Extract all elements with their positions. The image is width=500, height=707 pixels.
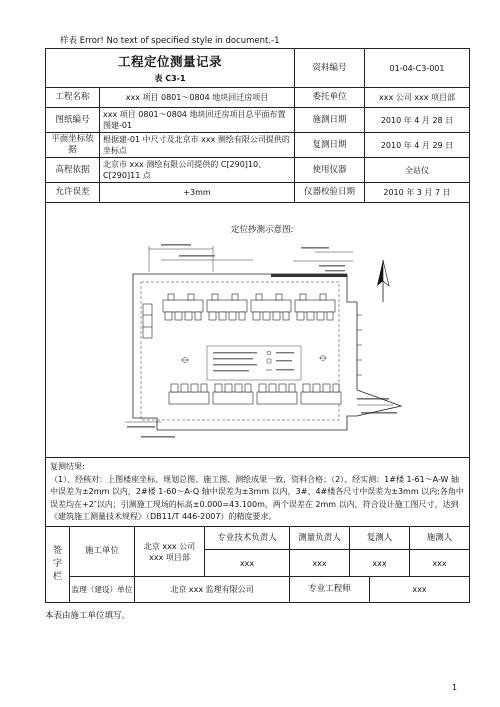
- doc-no-label: 资料编号: [295, 48, 365, 88]
- legend-symbol: [267, 359, 271, 363]
- resurvey-result-text: （1）、经核对：上图楼座坐标、规划总图、施工图、测绘成果一致，资料合格；（2）、经实测：1#楼 1-61～A-W 轴中误差为±2mm 以内，2#楼 1-60～A-Q 轴中误差为±3mm 以内，3#、4#楼各尺寸中误差为±3mm 以内;各角中误差均在+2″以内；引测施工现场的标高±0.000=43.100m，两个误差在 2mm 以内，符合设计施工图尺寸，达到《建筑施工测量技术规程》（DB11/T 446-2007）的精度要求。: [50, 474, 464, 521]
- coordinate-basis-value: 根据建-01 中尺寸及北京市 xxx 测绘有限公司提供的坐标点: [100, 133, 295, 158]
- project-name-value: xxx 项目 0801～0804 地块回迁房项目: [100, 88, 295, 108]
- tolerance-value: +3mm: [100, 183, 295, 203]
- building-wing: [165, 312, 172, 320]
- building-wing: [297, 312, 304, 320]
- building-wing: [256, 294, 262, 300]
- building-body: [163, 300, 203, 312]
- building-wing: [259, 384, 266, 392]
- annotation-mark: [301, 247, 329, 249]
- signer-survey-lead: xxx: [290, 550, 350, 577]
- drawing-cell: [45, 203, 470, 458]
- building-wing: [253, 312, 260, 320]
- tolerance-label: 允许误差: [45, 183, 100, 203]
- resurvey-date-value: 2010 年 4 月 29 日: [365, 133, 470, 158]
- annotation-mark: [179, 255, 215, 257]
- footer-note: 本表由施工单位填写。: [45, 611, 131, 621]
- table-number: 表 C3-1: [154, 74, 186, 83]
- building-body: [207, 300, 247, 312]
- building-lower-3: [257, 384, 297, 404]
- building-wing: [327, 312, 333, 320]
- building-wing: [219, 312, 226, 320]
- building-body: [295, 300, 335, 312]
- building-wing: [263, 312, 270, 320]
- building-wing: [229, 312, 236, 320]
- building-left: [143, 304, 152, 338]
- client-label: 委托单位: [295, 88, 365, 108]
- building-wing: [212, 294, 218, 300]
- annotation-mark: [361, 412, 397, 414]
- legend-mark: [213, 370, 249, 371]
- building-wing: [283, 312, 289, 320]
- supervisor-label: 监理（建设）单位: [70, 577, 135, 603]
- resurvey-date-label: 复测日期: [295, 133, 365, 158]
- building-body: [213, 392, 253, 404]
- doc-no-value: 01-04-C3-001: [365, 48, 470, 88]
- building-wing: [245, 384, 251, 392]
- contractor-name: 北京 xxx 公司 xxx 项目部: [135, 527, 205, 577]
- building-wing: [188, 294, 194, 300]
- drawing-no-value: xxx 项目 0801～0804 地块回迁房项目总平面布置图建-01: [100, 108, 295, 133]
- building-wing: [317, 312, 324, 320]
- project-name-label: 工程名称: [45, 88, 100, 108]
- control-points: [181, 356, 327, 363]
- building-lower-2: [213, 384, 253, 404]
- building-wing: [191, 384, 198, 392]
- building-wing: [195, 312, 201, 320]
- building-lower-4: [301, 384, 341, 404]
- building-wing: [168, 294, 174, 300]
- building-wing: [276, 294, 282, 300]
- annotation-mark: [319, 265, 345, 267]
- survey-date-label: 施测日期: [295, 108, 365, 133]
- form-title-cell: [45, 48, 295, 88]
- page-number: 1: [452, 683, 458, 692]
- building-wing: [235, 384, 242, 392]
- boundary-hatch: [357, 315, 362, 375]
- form-title: 工程定位测量记录: [117, 54, 222, 69]
- legend-mark: [276, 352, 294, 353]
- building-wing: [215, 384, 222, 392]
- north-arrow-icon: [377, 260, 389, 302]
- instrument-value: 全站仪: [365, 158, 470, 183]
- building-body: [169, 392, 209, 404]
- building-upper-2: [207, 294, 247, 320]
- building-wing: [201, 384, 207, 392]
- building-wing: [320, 294, 326, 300]
- building-wing: [185, 312, 192, 320]
- building-wing: [303, 384, 310, 392]
- instrument-label: 使用仪器: [295, 158, 365, 183]
- role-resurveyor: 复测人: [350, 527, 410, 550]
- north-arrow-head-filled: [377, 260, 383, 286]
- signature-section-label: 签字栏: [53, 546, 63, 582]
- calibration-date-label: 仪器校验日期: [295, 183, 365, 203]
- building-upper-3: [251, 294, 291, 320]
- building-wing: [175, 312, 182, 320]
- legend-box: [207, 346, 301, 380]
- signer-surveyor: xxx: [410, 550, 470, 577]
- building-wing: [289, 384, 295, 392]
- annotation-mark: [127, 426, 155, 428]
- annotation-mark: [141, 436, 175, 438]
- annotation-marks: [127, 244, 397, 438]
- building-wing: [269, 384, 276, 392]
- drawing-no-label: 图纸编号: [45, 108, 100, 133]
- engineer-label: 专业工程师: [290, 577, 370, 603]
- signature-section-cell: [45, 527, 70, 603]
- legend-mark: [213, 364, 257, 365]
- resurvey-result-cell: [45, 458, 470, 527]
- contractor-label: 施工单位: [70, 527, 135, 577]
- building-wing: [239, 312, 245, 320]
- building-wing: [333, 384, 339, 392]
- building-wing: [313, 384, 320, 392]
- building-upper-1: [163, 294, 203, 320]
- annotation-mark: [161, 244, 191, 246]
- building-wing: [181, 384, 188, 392]
- elevation-basis-value: 北京市 xxx 测绘有限公司提供的 C[290]10、C[290]11 点: [100, 158, 295, 183]
- role-technical-lead: 专业技术负责人: [205, 527, 290, 550]
- legend-frame: [207, 346, 301, 380]
- building-lower-1: [169, 384, 209, 404]
- resurvey-result-label: 复测结果:: [50, 462, 85, 471]
- legend-mark: [276, 369, 294, 370]
- drawing-label: 定位抄测示意图:: [231, 225, 294, 235]
- boundary-band: [271, 274, 347, 277]
- building-wing: [225, 384, 232, 392]
- legend-symbol: [267, 351, 271, 355]
- role-survey-lead: 测量负责人: [290, 527, 350, 550]
- building-wing: [300, 294, 306, 300]
- legend-mark: [213, 358, 253, 359]
- elevation-basis-label: 高程依据: [45, 158, 100, 183]
- legend-mark: [276, 360, 292, 361]
- building-wing: [273, 312, 280, 320]
- client-value: xxx 公司 xxx 项目部: [365, 88, 470, 108]
- coordinate-basis-label: 平面坐标依据: [45, 133, 100, 158]
- site-plan-drawing: [121, 240, 411, 445]
- supervisor-name: 北京 xxx 监理有限公司: [135, 577, 290, 603]
- building-wing: [171, 384, 178, 392]
- building-wing: [323, 384, 330, 392]
- legend-mark: [213, 352, 257, 353]
- building-wing: [209, 312, 216, 320]
- building-upper-4: [295, 294, 335, 320]
- building-body: [251, 300, 291, 312]
- page-header: 样表 Error! No text of specified style in document.-1: [60, 36, 280, 46]
- building-body: [301, 392, 341, 404]
- calibration-date-value: 2010 年 3 月 7 日: [365, 183, 470, 203]
- building-wing: [232, 294, 238, 300]
- engineer-name: xxx: [370, 577, 470, 603]
- building-body: [257, 392, 297, 404]
- annotation-mark: [357, 398, 389, 400]
- building-wing: [279, 384, 286, 392]
- survey-record-form: [45, 48, 470, 603]
- role-surveyor: 施测人: [410, 527, 470, 550]
- building-wing: [307, 312, 314, 320]
- survey-date-value: 2010 年 4 月 28 日: [365, 108, 470, 133]
- annotation-mark: [325, 270, 345, 271]
- signer-technical-lead: xxx: [205, 550, 290, 577]
- signer-resurveyor: xxx: [350, 550, 410, 577]
- north-arrow-head-outline: [383, 260, 389, 286]
- building-body: [143, 304, 152, 338]
